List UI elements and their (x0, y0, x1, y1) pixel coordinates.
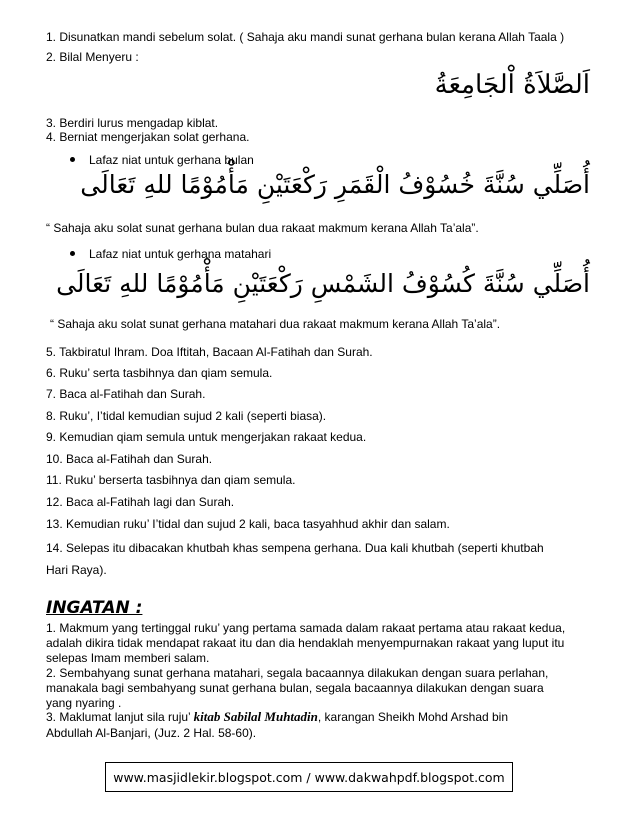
note-3-prefix: 3. Maklumat lanjut sila ruju’ (46, 710, 194, 724)
step-10: 10. Baca al-Fatihah dan Surah. (46, 452, 213, 466)
step-3: 3. Berdiri lurus mengadap kiblat. (46, 116, 219, 130)
step-12: 12. Baca al-Fatihah lagi dan Surah. (46, 495, 235, 509)
bullet-icon (70, 251, 75, 256)
bullet-niat-matahari (70, 247, 271, 261)
note-1-line-2: adalah dikira tidak mendapat rakaat itu dan dia hendaklah menyempurnakan rakaat yang luput itu (46, 636, 565, 650)
step-14-line-1: 14. Selepas itu dibacakan khutbah khas sempena gerhana. Dua kali khutbah (seperti khutbah (46, 541, 544, 555)
note-3-suffix: , karangan Sheikh Mohd Arshad bin (317, 710, 509, 724)
bullet-niat-bulan-label: Lafaz niat untuk gerhana bulan (89, 153, 254, 167)
translation-niat-bulan: “ Sahaja aku solat sunat gerhana bulan dua rakaat makmum kerana Allah Ta’ala”. (46, 221, 479, 235)
note-2-line-3: yang nyaring . (46, 696, 122, 710)
note-2-line-2: manakala bagi sembahyang sunat gerhana bulan, segala bacaannya dilakukan dengan suara (46, 681, 544, 695)
kitab-title: kitab Sabilal Muhtadin (193, 709, 318, 724)
step-2: 2. Bilal Menyeru : (46, 50, 139, 64)
translation-niat-matahari: “ Sahaja aku solat sunat gerhana matahari dua rakaat makmum kerana Allah Ta’ala”. (50, 317, 501, 331)
note-1-line-1: 1. Makmum yang tertinggal ruku’ yang pertama samada dalam rakaat pertama atau rakaat kedua, (46, 621, 566, 635)
footer-links-box (105, 762, 513, 792)
step-6: 6. Ruku’ serta tasbihnya dan qiam semula. (46, 366, 273, 380)
arabic-assalatu-jamiah: اَلصَّلاَةُ اْلجَامِعَةُ (434, 70, 590, 100)
step-9: 9. Kemudian qiam semula untuk mengerjakan rakaat kedua. (46, 430, 367, 444)
step-11: 11. Ruku’ berserta tasbihnya dan qiam semula. (46, 473, 296, 487)
bullet-icon (70, 157, 75, 162)
step-14-line-2: Hari Raya). (46, 563, 107, 577)
arabic-niat-bulan: أُصَلِّي سُنَّةَ خُسُوْفُ الْقَمَرِ رَكْعَتَيْنِ مَأْمُوْمًا للهِ تَعَالَى (80, 170, 590, 199)
note-3-line-2: Abdullah Al-Banjari, (Juz. 2 Hal. 58-60). (46, 726, 257, 740)
bullet-niat-bulan (70, 153, 254, 167)
note-1-line-3: selepas Imam memberi salam. (46, 651, 210, 665)
step-4: 4. Berniat mengerjakan solat gerhana. (46, 130, 250, 144)
step-13: 13. Kemudian ruku’ I’tidal dan sujud 2 kali, baca tasyahhud akhir dan salam. (46, 517, 450, 531)
bullet-niat-matahari-label: Lafaz niat untuk gerhana matahari (89, 247, 272, 261)
step-7: 7. Baca al-Fatihah dan Surah. (46, 387, 206, 401)
step-5: 5. Takbiratul Ihram. Doa Iftitah, Bacaan Al-Fatihah dan Surah. (46, 345, 373, 359)
arabic-niat-matahari: أُصَلِّي سُنَّةَ كُسُوْفُ الشَمْسِ رَكْعَتَيْنِ مَأْمُوْمًا للهِ تَعَالَى (56, 269, 590, 298)
footer-links: www.masjidlekir.blogspot.com / www.dakwahpdf.blogspot.com (113, 769, 505, 785)
note-2-line-1: 2. Sembahyang sunat gerhana matahari, segala bacaannya dilakukan dengan suara perlahan, (46, 666, 549, 680)
step-1: 1. Disunatkan mandi sebelum solat. ( Sahaja aku mandi sunat gerhana bulan kerana Allah Taala ) (46, 30, 565, 44)
ingatan-heading: INGATAN : (46, 598, 143, 618)
step-8: 8. Ruku’, I’tidal kemudian sujud 2 kali (seperti biasa). (46, 409, 327, 423)
note-3-line-1 (46, 710, 508, 724)
